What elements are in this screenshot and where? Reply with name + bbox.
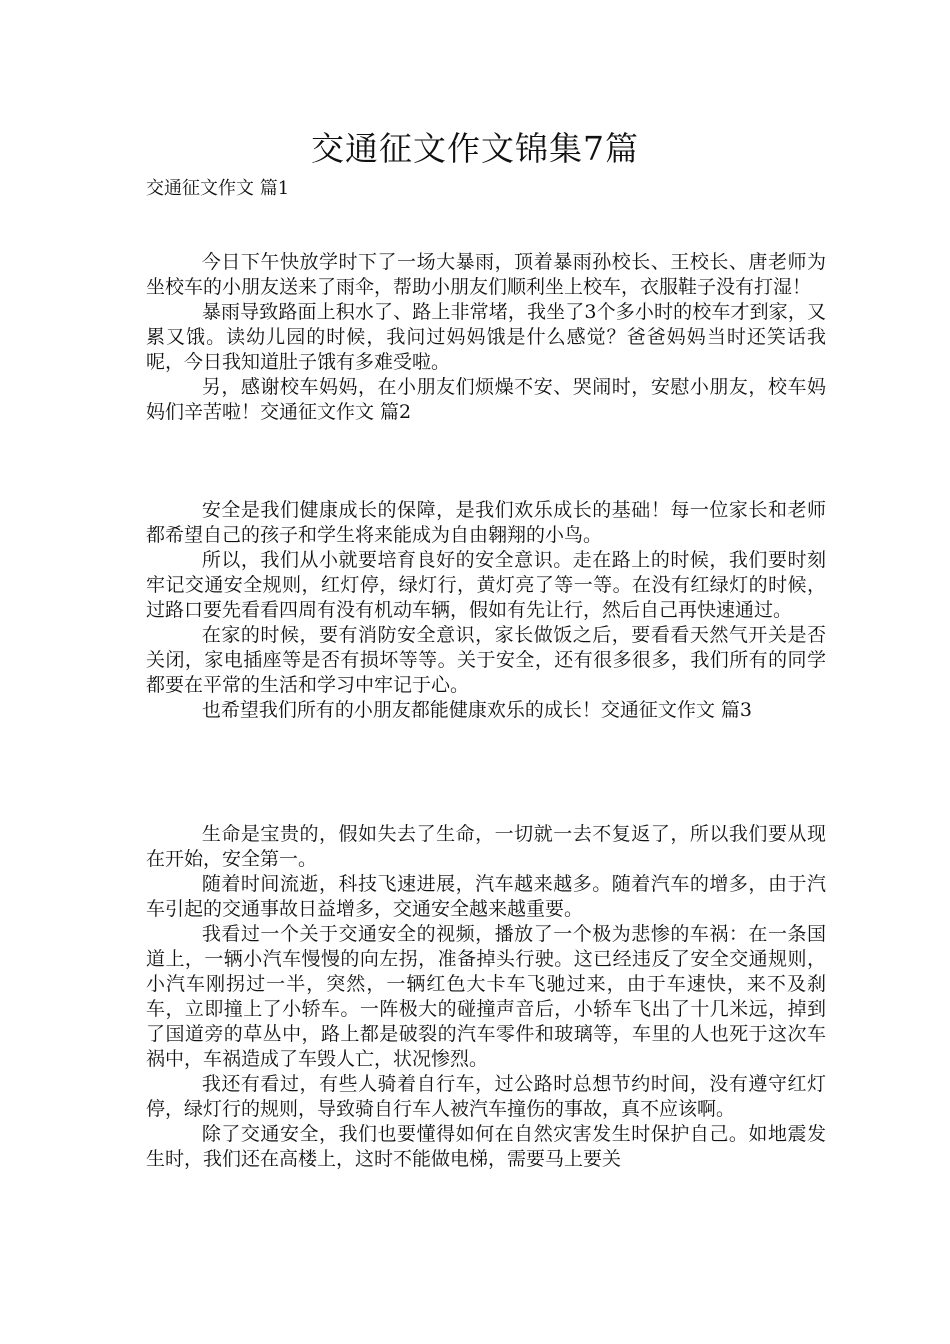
paragraph: 我看过一个关于交通安全的视频，播放了一个极为悲惨的车祸：在一条国道上，一辆小汽车慢慢的向左拐，准备掉头行驶。这已经违反了安全交通规则，小汽车刚拐过一半，突然，一辆红色大卡车飞驰过来，由于车速快，来不及刹车，立即撞上了小轿车。一阵极大的碰撞声音后，小轿车飞出了十几米远，掉到了国道旁的草丛中，路上都是破裂的汽车零件和玻璃等，车里的人也死于这次车祸中，车祸造成了车毁人亡，状况惨烈。: [146, 923, 826, 1070]
paragraph: 所以，我们从小就要培育良好的安全意识。走在路上的时候，我们要时刻牢记交通安全规则，红灯停，绿灯行，黄灯亮了等一等。在没有红绿灯的时候，过路口要先看看四周有没有机动车辆，假如有先让行，然后自己再快速通过。: [146, 549, 826, 621]
essay-block-1: [146, 250, 826, 425]
essay-block-2: [146, 498, 826, 723]
paragraph: 随着时间流逝，科技飞速进展，汽车越来越多。随着汽车的增多，由于汽车引起的交通事故日益增多，交通安全越来越重要。: [146, 873, 826, 920]
paragraph-text: 另，感谢校车妈妈，在小朋友们烦燥不安、哭闹时，安慰小朋友，校车妈妈们辛苦啦！: [146, 376, 826, 423]
paragraph: 我还有看过，有些人骑着自行车，过公路时总想节约时间，没有遵守红灯停，绿灯行的规则，导致骑自行车人被汽车撞伤的事故，真不应该啊。: [146, 1073, 826, 1120]
section-heading-2: 交通征文作文 篇2: [260, 401, 412, 423]
essay-block-3: [146, 822, 826, 1172]
paragraph: [146, 698, 826, 723]
paragraph: 生命是宝贵的，假如失去了生命，一切就一去不复返了，所以我们要从现在开始，安全第一。: [146, 823, 826, 870]
section-heading-1: 交通征文作文 篇1: [146, 178, 290, 199]
section-heading-3: 交通征文作文 篇3: [600, 699, 753, 721]
paragraph: 暴雨导致路面上积水了、路上非常堵，我坐了3个多小时的校车才到家，又累又饿。读幼儿园的时候，我问过妈妈饿是什么感觉？爸爸妈妈当时还笑话我呢，今日我知道肚子饿有多难受啦。: [146, 301, 826, 373]
paragraph: [146, 375, 826, 425]
paragraph: 除了交通安全，我们也要懂得如何在自然灾害发生时保护自己。如地震发生时，我们还在高楼上，这时不能做电梯，需要马上要关: [146, 1123, 826, 1170]
document-title: 交通征文作文锦集7篇: [311, 129, 639, 168]
paragraph: 今日下午快放学时下了一场大暴雨，顶着暴雨孙校长、王校长、唐老师为坐校车的小朋友送来了雨伞，帮助小朋友们顺利坐上校车，衣服鞋子没有打湿！: [146, 251, 826, 298]
paragraph: 在家的时候，要有消防安全意识，家长做饭之后，要看看天然气开关是否关闭，家电插座等是否有损坏等等。关于安全，还有很多很多，我们所有的同学都要在平常的生活和学习中牢记于心。: [146, 624, 826, 696]
paragraph: 安全是我们健康成长的保障，是我们欢乐成长的基础！每一位家长和老师都希望自己的孩子和学生将来能成为自由翱翔的小鸟。: [146, 499, 826, 546]
paragraph-text: 也希望我们所有的小朋友都能健康欢乐的成长！: [201, 699, 601, 721]
